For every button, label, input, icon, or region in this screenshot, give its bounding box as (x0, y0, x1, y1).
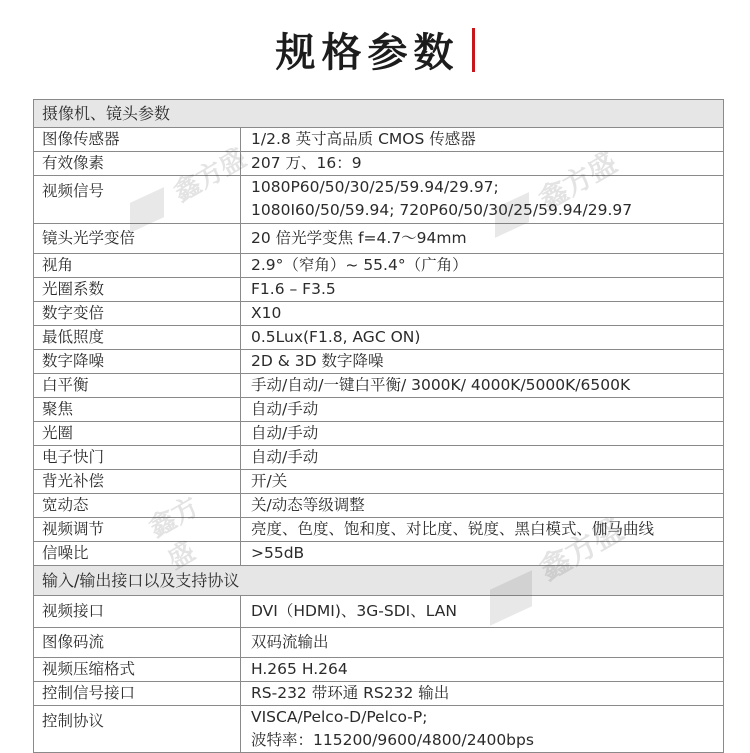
spec-value (241, 278, 724, 302)
spec-value (241, 470, 724, 494)
spec-value-line: 1080I60/50/59.94; 720P60/50/30/25/59.94/29.97 (251, 201, 633, 219)
spec-value-line: 0.5Lux(F1.8, AGC ON) (251, 328, 421, 346)
spec-label: 控制协议 (34, 706, 241, 753)
spec-row (34, 518, 724, 542)
section-header (34, 100, 724, 128)
spec-value-line: 自动/手动 (251, 448, 319, 466)
spec-value (241, 422, 724, 446)
spec-value-line: 亮度、色度、饱和度、对比度、锐度、黑白模式、伽马曲线 (251, 520, 655, 538)
spec-value-line: 自动/手动 (251, 424, 319, 442)
spec-row (34, 128, 724, 152)
spec-label: 视频压缩格式 (34, 658, 241, 682)
watermark-text: 鑫方盛 (144, 491, 205, 576)
spec-value (241, 224, 724, 254)
page-title: 规格参数 (275, 30, 460, 76)
spec-value-line: DVI（HDMI)、3G‑SDI、LAN (251, 602, 457, 620)
title-area (0, 0, 750, 99)
spec-label: 数字降噪 (34, 350, 241, 374)
spec-value-line: >55dB (251, 544, 305, 562)
spec-value (241, 706, 724, 753)
spec-value (241, 658, 724, 682)
spec-table (33, 99, 724, 753)
spec-value-line: 1/2.8 英寸高品质 CMOS 传感器 (251, 130, 476, 148)
spec-row (34, 152, 724, 176)
spec-label: 聚焦 (34, 398, 241, 422)
spec-value (241, 254, 724, 278)
spec-value-line: X10 (251, 304, 282, 322)
spec-value-line: 双码流输出 (251, 633, 329, 651)
spec-label: 视频信号 (34, 176, 241, 224)
spec-row (34, 302, 724, 326)
spec-value (241, 302, 724, 326)
spec-row (34, 682, 724, 706)
spec-value (241, 350, 724, 374)
spec-label: 电子快门 (34, 446, 241, 470)
spec-label: 有效像素 (34, 152, 241, 176)
spec-label: 宽动态 (34, 494, 241, 518)
watermark-text: 鑫方盛 (534, 512, 630, 588)
spec-label: 光圈系数 (34, 278, 241, 302)
spec-row (34, 350, 724, 374)
spec-value (241, 446, 724, 470)
spec-label: 白平衡 (34, 374, 241, 398)
spec-value-line: 2.9°（窄角）~ 55.4°（广角） (251, 256, 468, 274)
spec-value-line: 207 万、16：9 (251, 154, 362, 172)
spec-row (34, 542, 724, 566)
spec-row (34, 326, 724, 350)
spec-label: 镜头光学变倍 (34, 224, 241, 254)
watermark-text: 鑫方盛 (533, 146, 623, 217)
watermark-text: 鑫方盛 (168, 143, 252, 209)
spec-row (34, 658, 724, 682)
spec-row (34, 494, 724, 518)
spec-row (34, 254, 724, 278)
spec-label: 视频接口 (34, 596, 241, 628)
spec-label: 视频调节 (34, 518, 241, 542)
spec-value-line: RS-232 带环通 RS232 输出 (251, 684, 450, 702)
spec-label: 图像码流 (34, 628, 241, 658)
spec-value-line: 关/动态等级调整 (251, 496, 365, 514)
spec-row (34, 224, 724, 254)
spec-value (241, 152, 724, 176)
spec-value-line: 2D & 3D 数字降噪 (251, 352, 384, 370)
spec-row (34, 470, 724, 494)
spec-row (34, 176, 724, 224)
spec-value-line: 1080P60/50/30/25/59.94/29.97; (251, 178, 499, 196)
spec-value (241, 176, 724, 224)
spec-value (241, 628, 724, 658)
section-heading: 输入/输出接口以及支持协议 (34, 566, 724, 596)
spec-label: 最低照度 (34, 326, 241, 350)
spec-label: 图像传感器 (34, 128, 241, 152)
spec-value (241, 542, 724, 566)
spec-label: 背光补偿 (34, 470, 241, 494)
spec-value-line: 波特率：115200/9600/4800/2400bps (251, 731, 534, 749)
spec-value-line: F1.6 – F3.5 (251, 280, 336, 298)
spec-row (34, 374, 724, 398)
spec-label: 视角 (34, 254, 241, 278)
spec-value (241, 326, 724, 350)
spec-label: 光圈 (34, 422, 241, 446)
spec-value (241, 494, 724, 518)
section-heading: 摄像机、镜头参数 (34, 100, 724, 128)
spec-value-line: 自动/手动 (251, 400, 319, 418)
spec-row (34, 446, 724, 470)
spec-row (34, 706, 724, 753)
spec-value (241, 128, 724, 152)
spec-label: 信噪比 (34, 542, 241, 566)
spec-value-line: H.265 H.264 (251, 660, 348, 678)
spec-value (241, 518, 724, 542)
spec-row (34, 398, 724, 422)
spec-label: 数字变倍 (34, 302, 241, 326)
spec-value-line: 开/关 (251, 472, 288, 490)
spec-value (241, 682, 724, 706)
spec-value-line: 手动/自动/一键白平衡/ 3000K/ 4000K/5000K/6500K (251, 376, 631, 394)
spec-row (34, 278, 724, 302)
spec-row (34, 628, 724, 658)
spec-value (241, 374, 724, 398)
spec-label: 控制信号接口 (34, 682, 241, 706)
spec-value-line: VISCA/Pelco-D/Pelco-P; (251, 708, 428, 726)
spec-value (241, 596, 724, 628)
section-header (34, 566, 724, 596)
spec-value-line: 20 倍光学变焦 f=4.7～94mm (251, 229, 467, 247)
spec-value (241, 398, 724, 422)
spec-row (34, 596, 724, 628)
title-accent-bar (472, 28, 475, 72)
spec-row (34, 422, 724, 446)
